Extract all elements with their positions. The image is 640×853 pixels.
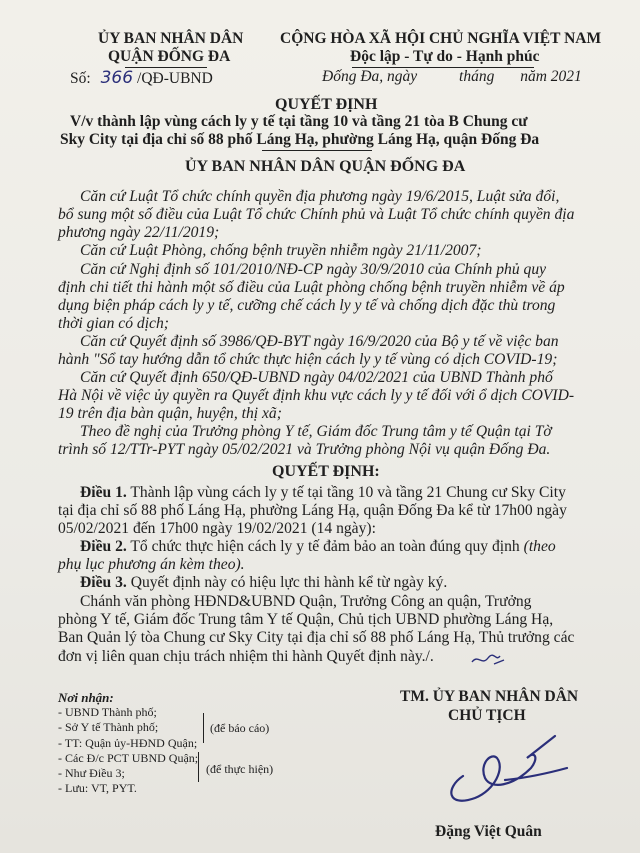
issuing-authority: ỦY BAN NHÂN DÂN QUẬN ĐỐNG ĐA [185, 158, 466, 175]
preamble-line: Căn cứ Luật Tổ chức chính quyền địa phương ngày 19/6/2015, Luật sửa đổi, [80, 188, 560, 205]
document-number: Số: 366 /QĐ-UBND [70, 68, 213, 88]
article-2-line-1: Điều 2. Tổ chức thực hiện cách ly y tế đảm bảo an toàn đúng quy định (theo [80, 538, 556, 555]
article-1-line-2: tại địa chỉ số 88 phố Láng Hạ, phường Láng Hạ, quận Đống Đa kể từ 17h00 ngày [58, 502, 567, 519]
bracket-report [203, 713, 204, 743]
recipient-item: - Như Điều 3; [58, 766, 125, 780]
agency-name-line2: QUẬN ĐỐNG ĐA [108, 48, 231, 65]
signature-title-2: CHỦ TỊCH [448, 707, 526, 724]
preamble-line: 19 trên địa bàn quận, huyện, thị xã; [58, 405, 282, 422]
execution-line-4: đơn vị liên quan chịu trách nhiệm thi hành Quyết định này./. [58, 648, 434, 665]
preamble-line: Căn cứ Quyết định số 3986/QĐ-BYT ngày 16/9/2020 của Bộ y tế về việc ban [80, 333, 559, 350]
initial-scribble-icon [470, 650, 510, 668]
decision-title: QUYẾT ĐỊNH [275, 96, 378, 113]
execution-line-2: phòng Y tế, Giám đốc Trung tâm Y tế Quận, Chủ tịch UBND phường Láng Hạ, [58, 611, 554, 628]
preamble-line: Căn cứ Luật Phòng, chống bệnh truyền nhiễm ngày 21/11/2007; [80, 242, 482, 259]
subject-line-2: Sky City tại địa chỉ số 88 phố Láng Hạ, phường Láng Hạ, quận Đống Đa [60, 131, 540, 148]
preamble-line: phương ngày 22/11/2019; [58, 224, 220, 241]
note-for-report: (để báo cáo) [210, 721, 270, 735]
recipient-item: - UBND Thành phố; [58, 705, 157, 719]
decision-heading: QUYẾT ĐỊNH: [272, 463, 380, 480]
handwritten-number: 366 [100, 68, 134, 88]
execution-line-1: Chánh văn phòng HĐND&UBND Quận, Trưởng Công an quận, Trưởng [80, 593, 532, 610]
preamble-line: bổ sung một số điều của Luật Tổ chức Chính phủ và Luật Tổ chức chính quyền địa [58, 206, 575, 223]
note-for-execution: (để thực hiện) [206, 762, 274, 776]
preamble-line: hành "Sổ tay hướng dẫn tổ chức thực hiện cách ly y tế vùng có dịch COVID-19; [58, 351, 558, 368]
national-title: CỘNG HÒA XÃ HỘI CHỦ NGHĨA VIỆT NAM [280, 30, 602, 47]
preamble-line: Theo đề nghị của Trưởng phòng Y tế, Giám đốc Trung tâm y tế Quận tại Tờ [80, 423, 552, 440]
preamble-line: định chi tiết thi hành một số điều của Luật phòng chống bệnh truyền nhiễm về áp [58, 279, 565, 296]
preamble-line: thời gian có dịch; [58, 315, 169, 332]
subject-underline [262, 150, 372, 151]
recipient-item: - Các Đ/c PCT UBND Quận; [58, 751, 199, 765]
preamble-line: Hà Nội về việc ủy quyền ra Quyết định khu vực cách ly y tế đối với ổ dịch COVID- [58, 387, 575, 404]
signer-name: Đặng Việt Quân [435, 823, 542, 840]
date-place: Đống Đa, ngày tháng năm 2021 [322, 68, 582, 85]
article-3-line-1: Điều 3. Quyết định này có hiệu lực thi hành kể từ ngày ký. [80, 574, 448, 591]
subject-line-1: V/v thành lập vùng cách ly y tế tại tầng 10 và tầng 21 tòa B Chung cư [70, 113, 528, 130]
agency-name-line1: ỦY BAN NHÂN DÂN [98, 30, 244, 47]
bracket-execute [198, 752, 199, 782]
national-motto: Độc lập - Tự do - Hạnh phúc [350, 48, 540, 65]
signature-scribble-icon [435, 728, 575, 808]
recipient-item: - Lưu: VT, PYT. [58, 781, 137, 795]
article-2-line-2: phụ lục phương án kèm theo). [58, 556, 245, 573]
preamble-line: trình số 12/TTr-PYT ngày 05/02/2021 và Trưởng phòng Nội vụ quận Đống Đa. [58, 441, 551, 458]
recipient-item: - TT: Quận ủy-HĐND Quận; [58, 736, 198, 750]
preamble-line: Căn cứ Nghị định số 101/2010/NĐ-CP ngày 30/9/2010 của Chính phủ quy [80, 261, 547, 278]
article-1-line-1: Điều 1. Thành lập vùng cách ly y tế tại tầng 10 và tầng 21 Chung cư Sky City [80, 484, 566, 501]
signature-title-1: TM. ỦY BAN NHÂN DÂN [400, 688, 579, 705]
recipient-item: - Sở Y tế Thành phố; [58, 720, 159, 734]
article-1-line-3: 05/02/2021 đến 17h00 ngày 19/02/2021 (14 ngày): [58, 520, 376, 537]
recipients-heading: Nơi nhận: [58, 690, 114, 705]
execution-line-3: Ban Quản lý tòa Chung cư Sky City tại địa chỉ số 88 phố Láng Hạ, Thủ trưởng các [58, 629, 575, 646]
preamble-line: dụng biện pháp cách ly y tế, cưỡng chế cách ly y tế và chống dịch đặc thù trong [58, 297, 556, 314]
preamble-line: Căn cứ Quyết định 650/QĐ-UBND ngày 04/02/2021 của UBND Thành phố [80, 369, 553, 386]
